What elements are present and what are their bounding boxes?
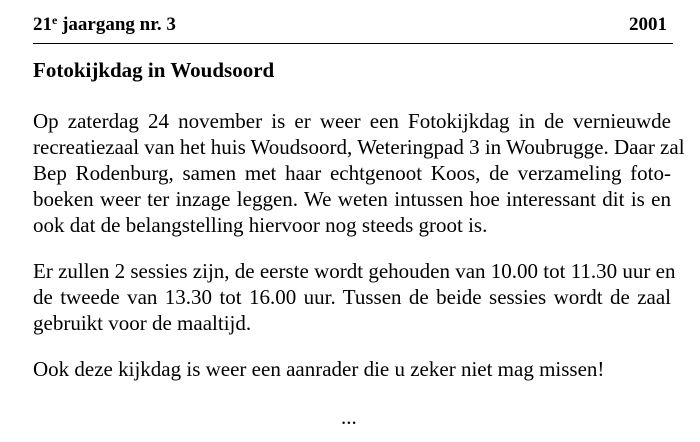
paragraph-line: gebruikt voor de maaltijd. [33,311,252,335]
volume-number: 21 [33,14,52,35]
paragraph-line: Op zaterdag 24 november is er weer een Fotokijkdag in de vernieuwde [33,109,671,133]
paragraph-line: Er zullen 2 sessies zijn, de eerste wordt gehouden van 10.00 tot 11.30 uur en [33,259,676,283]
paragraph-line: Ook deze kijkdag is weer een aanrader die u zeker niet mag missen! [33,357,605,381]
page-header [33,10,673,40]
volume-suffix: e [52,13,58,27]
paragraph-1 [33,108,685,238]
paragraph-line: Bep Rodenburg, samen met haar echtgenoot Koos, de verzameling foto- [33,161,671,185]
paragraph-line: recreatiezaal van het huis Woudsoord, Weteringpad 3 in Woubrugge. Daar zal [33,135,685,159]
paragraph-2 [33,258,676,336]
article-title: Fotokijkdag in Woudsoord [33,58,275,82]
paragraph-line: ook dat de belangstelling hiervoor nog steeds groot is. [33,213,488,237]
issue-text: jaargang nr. 3 [57,14,176,35]
paragraph-3 [33,356,671,382]
header-divider [33,43,673,44]
year-label: 2001 [629,14,667,35]
paragraph-line: de tweede van 13.30 tot 16.00 uur. Tussen de beide sessies wordt de zaal [33,285,671,309]
continuation-ellipsis: ... [341,405,357,429]
paragraph-line: boeken weer ter inzage leggen. We weten intussen hoe interessant dit is en [33,187,671,211]
issue-label [33,10,176,40]
